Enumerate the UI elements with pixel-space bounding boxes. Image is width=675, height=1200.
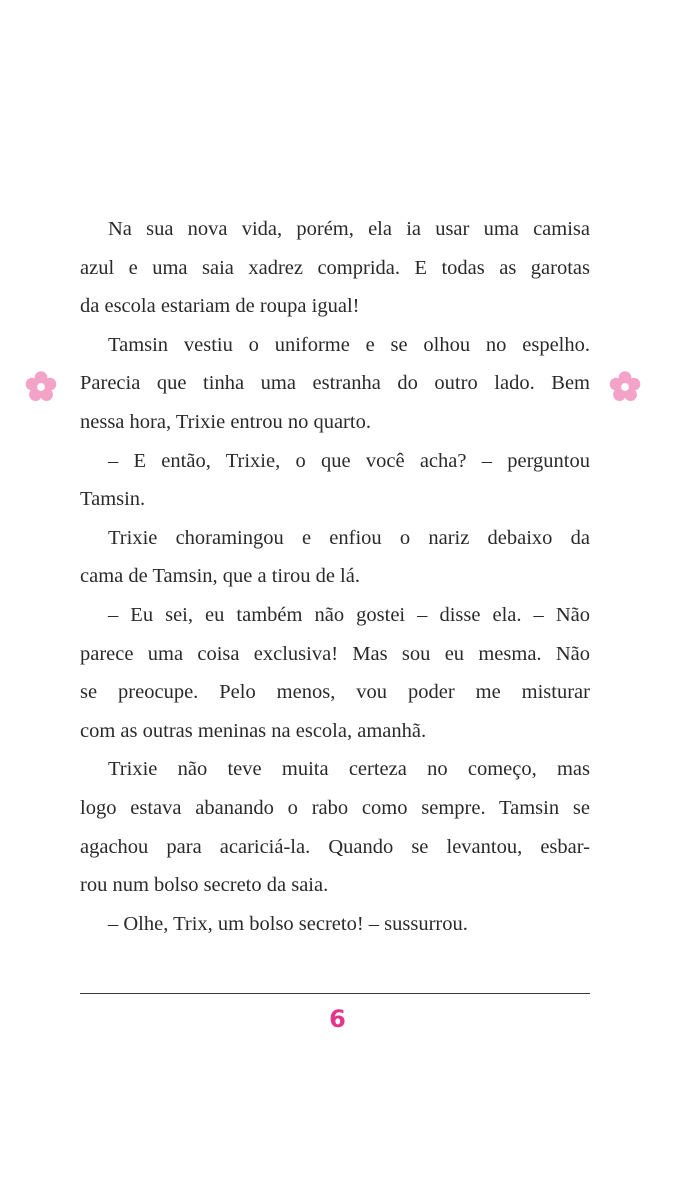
- text-line: se preocupe. Pelo menos, vou poder me misturar: [80, 681, 590, 704]
- text-line: cama de Tamsin, que a tirou de lá.: [80, 565, 360, 588]
- text-line: Na sua nova vida, porém, ela ia usar uma camisa: [108, 218, 590, 240]
- text-line: com as outras meninas na escola, amanhã.: [80, 719, 427, 742]
- text-line: da escola estariam de roupa igual!: [80, 295, 360, 318]
- text-line: logo estava abanando o rabo como sempre. Tamsin se: [80, 796, 590, 819]
- text-line: parece uma coisa exclusiva! Mas sou eu mesma. Não: [80, 642, 590, 665]
- text-line: – Olhe, Trix, um bolso secreto! – sussurrou.: [108, 912, 468, 935]
- text-line: rou num bolso secreto da saia.: [80, 874, 329, 897]
- text-line: Trixie choramingou e enfiou o nariz debaixo da: [108, 526, 590, 549]
- page-number: 6: [329, 1005, 346, 1033]
- page-body-text: [80, 210, 590, 943]
- flower-icon: [24, 370, 58, 404]
- text-line: Parecia que tinha uma estranha do outro lado. Bem: [80, 372, 590, 395]
- footer-divider: [80, 993, 590, 994]
- text-line: – Eu sei, eu também não gostei – disse ela. – Não: [108, 603, 590, 626]
- text-line: – E então, Trixie, o que você acha? – perguntou: [108, 449, 590, 472]
- text-line: azul e uma saia xadrez comprida. E todas as garotas: [80, 256, 590, 279]
- text-line: Tamsin.: [80, 488, 146, 511]
- text-line: Tamsin vestiu o uniforme e se olhou no espelho.: [108, 333, 590, 356]
- text-line: Trixie não teve muita certeza no começo, mas: [108, 758, 590, 781]
- text-line: agachou para acariciá-la. Quando se levantou, esbar-: [80, 835, 590, 858]
- text-line: nessa hora, Trixie entrou no quarto.: [80, 410, 371, 433]
- flower-icon: [608, 370, 642, 404]
